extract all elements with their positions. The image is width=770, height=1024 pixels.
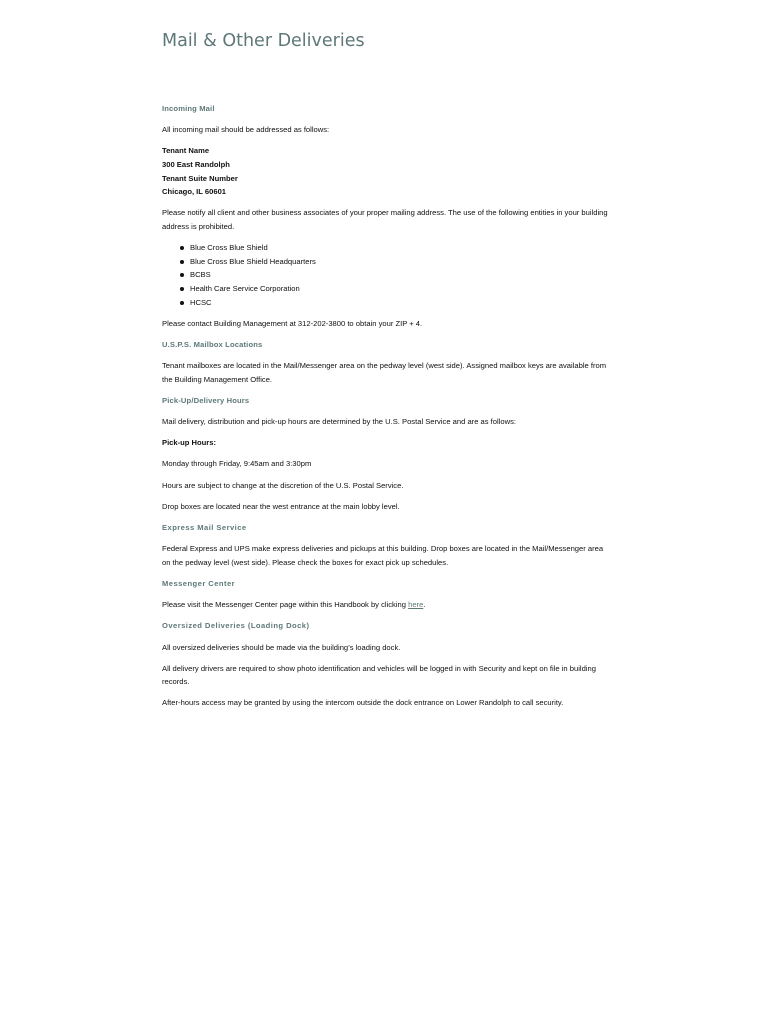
address-line: Chicago, IL 60601: [162, 187, 227, 197]
heading-messenger-center: Messenger Center: [162, 578, 236, 588]
heading-oversized-deliveries: Oversized Deliveries (Loading Dock): [162, 621, 310, 631]
bullet-icon: [180, 287, 184, 291]
address-line: Tenant Suite Number: [162, 173, 238, 183]
messenger-text: Please visit the Messenger Center page within this Handbook by clicking here.: [162, 600, 426, 610]
bullet-icon: [180, 260, 184, 264]
prohibited-entities-list: [162, 241, 612, 309]
heading-usps-mailbox-locations: U.S.P.S. Mailbox Locations: [162, 339, 263, 349]
bullet-icon: [180, 301, 184, 305]
list-item: BCBS: [180, 268, 612, 282]
bullet-icon: [180, 273, 184, 277]
pickup-hours: Monday through Friday, 9:45am and 3:30pm: [162, 459, 312, 469]
incoming-intro: All incoming mail should be addressed as follows:: [162, 125, 330, 135]
pickup-text: Mail delivery, distribution and pick-up hours are determined by the U.S. Postal Service and are as follows:: [162, 417, 516, 427]
heading-express-mail-service: Express Mail Service: [162, 522, 247, 532]
list-item: Blue Cross Blue Shield: [180, 241, 612, 255]
pickup-hours-label: Pick-up Hours:: [162, 438, 217, 448]
usps-text: Tenant mailboxes are located in the Mail/Messenger area on the pedway level (west side). Assigned mailbox keys are available from the Building Management Office.: [162, 361, 607, 384]
dropboxes-text: Drop boxes are located near the west entrance at the main lobby level.: [162, 501, 400, 511]
contact-text: Please contact Building Management at 312-202-3800 to obtain your ZIP + 4.: [162, 318, 423, 328]
list-item: Health Care Service Corporation: [180, 282, 612, 296]
address-line: 300 East Randolph: [162, 159, 230, 169]
address-line: Tenant Name: [162, 146, 210, 156]
heading-incoming-mail: Incoming Mail: [162, 104, 215, 113]
page-title: Mail & Other Deliveries: [162, 31, 365, 51]
document-content: [162, 102, 612, 718]
list-item: HCSC: [180, 296, 612, 310]
mailing-address: [162, 144, 612, 198]
heading-pickup-delivery-hours: Pick-Up/Delivery Hours: [162, 395, 250, 405]
express-text: Federal Express and UPS make express deliveries and pickups at this building. Drop boxes are located in the Mail/Messenger area on the pedway level (west side). Please check the boxes for exact pick up schedules.: [162, 544, 604, 567]
oversized-text-2: All delivery drivers are required to show photo identification and vehicles will be logged in with Security and kept on file in building records.: [162, 663, 596, 687]
list-item: Blue Cross Blue Shield Headquarters: [180, 255, 612, 269]
notify-text: Please notify all client and other business associates of your proper mailing address. The use of the following entities in your building address is prohibited.: [162, 208, 608, 231]
bullet-icon: [180, 246, 184, 250]
pickup-subject-text: Hours are subject to change at the discretion of the U.S. Postal Service.: [162, 480, 404, 490]
oversized-text-3: After-hours access may be granted by using the intercom outside the dock entrance on Lower Randolph to call security.: [162, 698, 564, 708]
messenger-here-link[interactable]: here: [408, 600, 424, 610]
oversized-text-1: All oversized deliveries should be made via the building’s loading dock.: [162, 642, 401, 652]
